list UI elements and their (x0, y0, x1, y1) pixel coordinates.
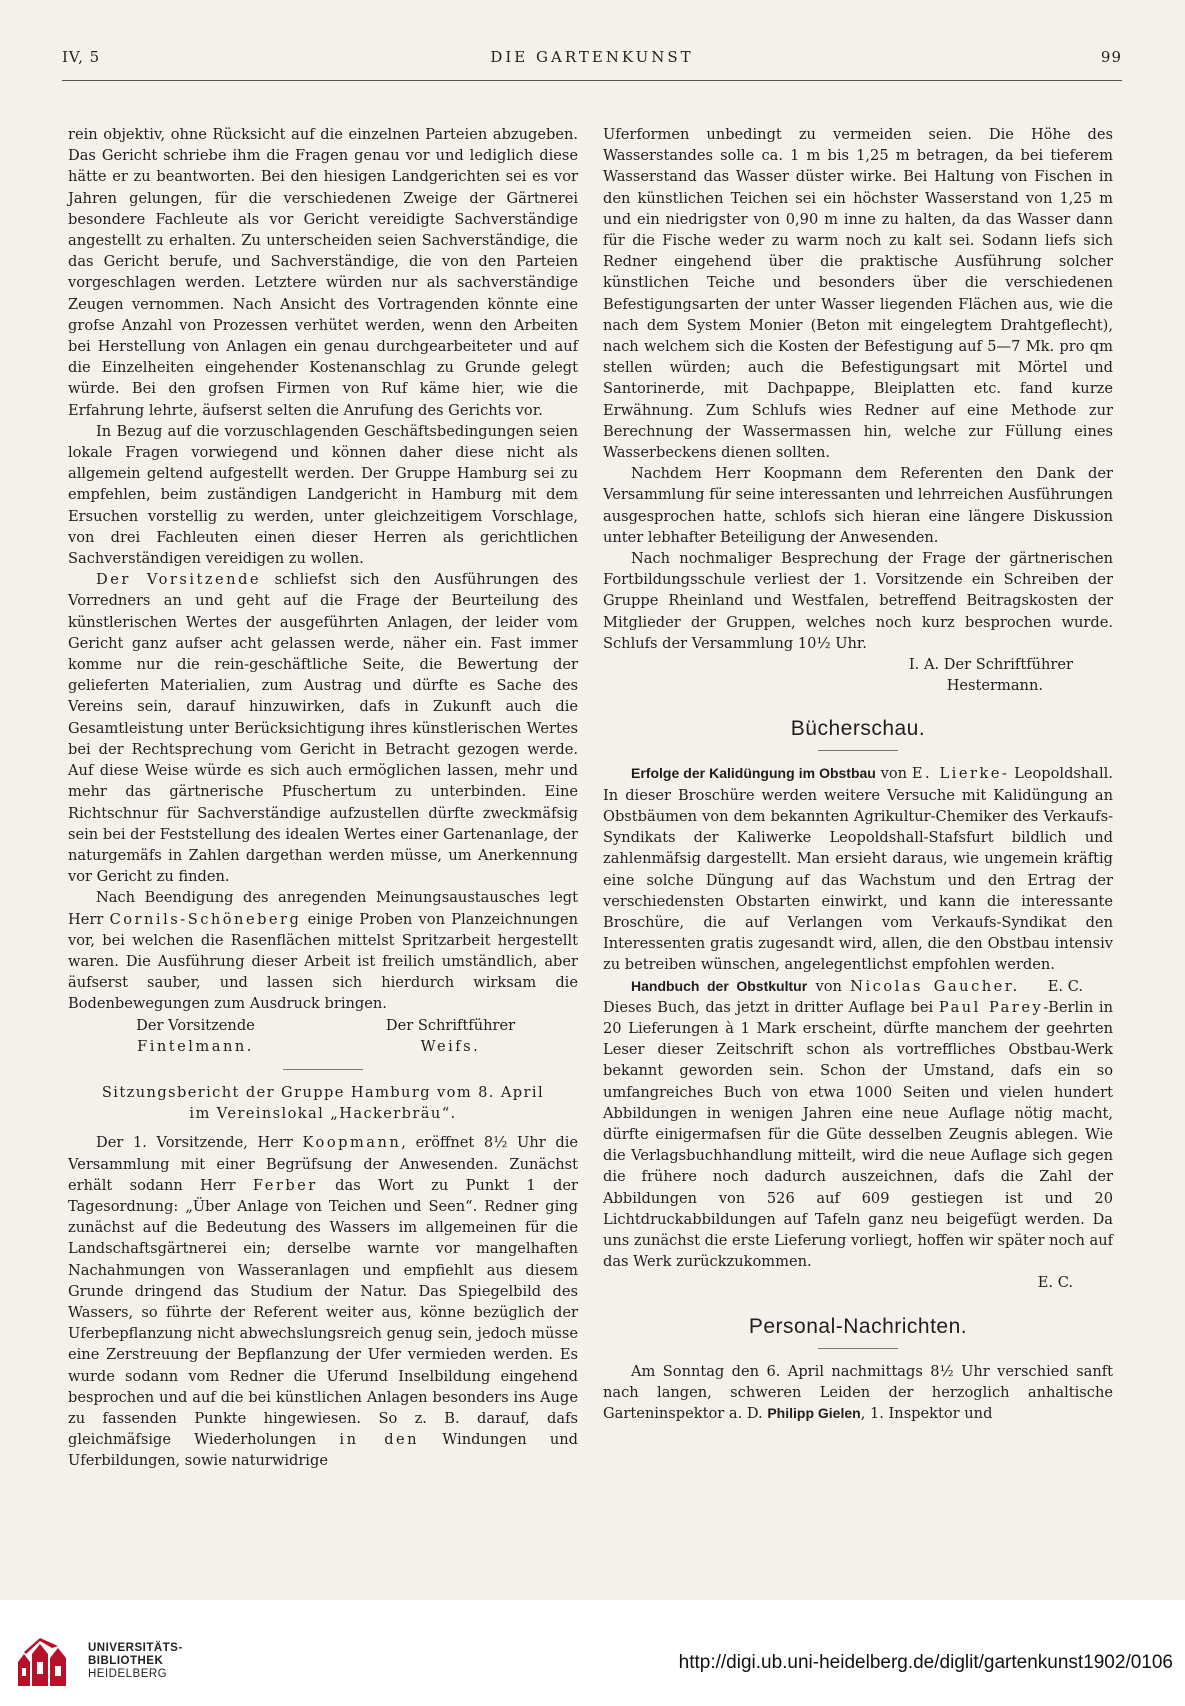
person-name: Koopmann (302, 1134, 402, 1152)
page-number: 99 (1100, 48, 1122, 66)
paragraph-text: Leopoldshall. In dieser Broschüre werden weitere Versuche mit Kalidüngung an Obstbäumen von dem bekannten Agrikultur-Chemiker des Verkaufs-Syndikats der Kaliwerke Leopoldshall-Stafsfurt bildlich und zahlenmäfsig dargestellt. Man ersieht daraus, wie ungemein kräftig eine solche Düngung auf das Wachstum und den Ertrag der verschiedensten Obstarten einwirkt, und kann die interessante Broschüre, die auf Verlangen vom Verkaufs-Syndikat den Interessenten gratis zugesandt wird, allen, die den Obstbau intensiv zu betreiben wünschen, angelegentlichst empfohlen werden. (603, 765, 1113, 974)
paragraph (68, 887, 578, 1014)
author-name: Nicolas Gaucher. (850, 977, 1020, 995)
review-signature: E. C. (1047, 977, 1083, 995)
spaced-text: in den (339, 1431, 420, 1449)
section-divider (818, 1348, 898, 1349)
paragraph (68, 1132, 578, 1471)
paragraph (603, 1361, 1113, 1425)
signature-name: Hestermann. (946, 677, 1043, 695)
person-name: Ferber (252, 1176, 318, 1194)
person-name: Philipp Gielen (767, 1404, 861, 1421)
paragraph-text: von (875, 765, 912, 783)
author-name: E. Lierke- (911, 765, 1010, 783)
paragraph-text: Nach Beendigung des anregenden Meinungsaustausches legt Herr (68, 889, 578, 928)
journal-title: DIE GARTENKUNST (490, 48, 694, 66)
signature-name-right: Weifs. (420, 1037, 481, 1055)
paragraph-text: einige Proben von Planzeichnungen vor, bei welchen die Rasenflächen mittelst Spritzarbeit hergestellt waren. Die Ausführung dieser Arbeit ist freilich umständlich, aber äufserst sauber, und lassen sich hierdurch wirksam die Bodenbewegungen zum Ausdruck bringen. (68, 910, 578, 1013)
paragraph (68, 569, 578, 887)
library-name (88, 1642, 183, 1681)
paragraph: Nach nochmaliger Besprechung der Frage der gärtnerischen Fortbildungsschule verliest der 1. Vorsitzende ein Schreiben der Gruppe Rheinland und Westfalen, betreffend Beitragskosten der Mitglieder der Gruppen, welches noch kurz besprochen wurde. Schlufs der Versammlung 10½ Uhr. (603, 550, 1113, 652)
paragraph-text: -Berlin in 20 Lieferungen à 1 Mark erscheint, dürfte manchem der geehrten Leser dieser Zeitschrift schon als vortreffliches Obstbau-Werk bekannt geworden sein. Schon der Umstand, dafs ein so umfangreiches Buch von etwa 1000 Seiten und vielen hundert Abbildungen in wenigen Jahren eine neue Auflage nötig macht, dürfte einigermafsen für die Güte desselben Zeugnis ablegen. Wie die Verlagsbuchhandlung mitteilt, wird die neue Auflage sich gegen die frühere noch dadurch auszeichnen, dafs die Zahl der Abbildungen von 526 auf 609 gestiegen ist und 20 Lichtdruckabbildungen auf Tafeln ganz neu beigefügt werden. Da uns zunächst die erste Lieferung vorliegt, hoffen wir später noch auf das Werk zurückzukommen. (603, 998, 1114, 1271)
library-name-line-3: HEIDELBERG (88, 1668, 168, 1680)
paragraph-text: schliefst sich den Ausführungen des Vorredners an und geht auf die Frage der Beurteilung des künstlerischen Wertes der ausgeführten Anlagen, der leider vom Gericht ganz aufser acht gelassen werde, näher ein. Fast immer komme nur die rein-geschäftliche Seite, die Bewertung der gelieferten Materialien, zum Austrag und dürfte es Sache des Vereins sein, darauf hinzuwirken, dafs in Zukunft auch die Gesamtleistung unter Berücksichtigung ihres künstlerischen Wertes bei der Rechtsprechung vom Gericht in Betracht gezogen werde. Auf diese Weise würde es sich auch ermöglichen lassen, mehr und mehr das gärtnerische Pfuschertum zu unterbinden. Eine Richtschnur für Sachverständige aufzustellen dürfte zweckmäfsig sein bei der Feststellung des idealen Wertes einer Gartenanlage, der naturgemäfs in Zahlen dargethan werden müsse, um Anerkennung vor Gericht zu finden. (68, 571, 578, 886)
section-heading-books: Bücherschau. (790, 717, 926, 741)
report-title-line-2: im Vereinslokal „Hackerbräu“. (189, 1105, 457, 1123)
paragraph: rein objektiv, ohne Rücksicht auf die einzelnen Parteien abzugeben. Das Gericht schriebe ihm die Fragen genau vor und lediglich diese hätte er zu beantworten. Bei den hiesigen Landgerichten sei es vor Jahren gelungen, für die verschiedenen Zweige der Gärtnerei besondere Fachleute als vor Gericht vereidigte Sachverständige angestellt zu erhalten. Zu unterscheiden seien Sachverständige, die das Gericht berufe, und Sachverständige, die von den Parteien vorgeschlagen werden. Letztere würden nur als sachverständige Zeugen vernommen. Nach Ansicht des Vortragenden könnte eine grofse Anzahl von Prozessen verhütet werden, wenn den Arbeiten bei Herstellung von Anlagen ein genau durchgearbeiteter und auf die Einzelheiten eingehender Kostenanschlag zu Grunde gelegt würde. Bei den grofsen Firmen von Ruf käme hier, wie die Erfahrung lehrte, äufserst selten die Anrufung des Gerichts vor. (68, 126, 578, 419)
header-rule (62, 80, 1122, 81)
signature-line: I. A. Der Schriftführer (908, 656, 1073, 674)
signature-role-right: Der Schriftführer (385, 1016, 516, 1034)
paragraph: Nachdem Herr Koopmann dem Referenten den Dank der Versammlung für seine interessanten und lehrreichen Ausführungen ausgesprochen hatte, schlofs sich hieran eine längere Diskussion unter lebhafter Beteiligung der Anwesenden. (603, 465, 1113, 546)
publisher-name: Paul Parey (938, 998, 1044, 1016)
section-divider (283, 1069, 363, 1070)
book-title: Erfolge der Kalidüngung im Obstbau (631, 765, 876, 782)
signature-names (68, 1036, 578, 1057)
volume-issue: IV, 5 (62, 48, 101, 66)
report-title-line-1: Sitzungsbericht der Gruppe Hamburg vom 8. April (101, 1083, 545, 1101)
right-column (603, 124, 1113, 1424)
book-review (603, 976, 1113, 1273)
signature-name-left: Fintelmann. (137, 1037, 254, 1055)
signature-roles (68, 1015, 578, 1036)
source-url-link[interactable]: http://digi.ub.uni-heidelberg.de/diglit/gartenkunst1902/0106 (678, 1652, 1173, 1673)
library-name-line-2: BIBLIOTHEK (88, 1655, 164, 1667)
section-divider (818, 750, 898, 751)
paragraph-text: Windungen und Uferbildungen, sowie naturwidrige (68, 1431, 578, 1470)
paragraph: Uferformen unbedingt zu vermeiden seien. Die Höhe des Wasserstandes solle ca. 1 m bis 1,25 m betragen, da bei tieferem Wasserstand das Wasser düster wirke. Bei Haltung von Fischen in den künstlichen Teichen sei ein höchster Wasserstand von 1,25 m und ein niedrigster von 0,90 m inne zu halten, da das Wasser dann für die Fische weder zu warm noch zu kalt sei. Sodann liefs sich Redner eingehend über die praktische Ausführung solcher künstlichen Teiche und besonders über die verschiedenen Befestigungsarten der unter Wasser liegenden Flächen aus, wie die nach dem System Monier (Beton mit eingelegtem Drahtgeflecht), nach welchem sich die Kosten der Befestigung auf 5—7 Mk. pro qm stellen würden; auch die Befestigungsart mit Mörtel und Santorinerde, mit Dachpappe, Bleiplatten etc. fand kurze Erwähnung. Zum Schlufs wies Redner auf eine Methode zur Berechnung der Wassermassen hin, welche zur Füllung eines Wasserbeckens dienen sollten. (603, 126, 1113, 462)
paragraph-text: das Wort zu Punkt 1 der Tagesordnung: „Über Anlage von Teichen und Seen“. Redner ging zunächst auf die Bedeutung des Wassers im allgemeinen für die Landschaftsgärtnerei ein; derselbe warnte vor mangelhaften Nachahmungen von Wasseranlagen und empfiehlt aus diesem Grunde dringend das Studium der Natur. Das Spiegelbild des Wassers, so führte der Referent weiter aus, könne bezüglich der Uferbepflanzung nicht abwechslungsreich genug sein, jedoch müsse eine Zerstreuung der Bepflanzung der Ufer vermieden werden. Es wurde sodann vom Redner die Uferund Inselbildung eingehend besprochen und auf die bei künstlichen Anlagen besonders ins Auge zu fassenden Punkte hingewiesen. So z. B. darauf, dafs gleichmäfsige Wiederholungen (68, 1176, 578, 1449)
review-signature: E. C. (1037, 1274, 1073, 1292)
paragraph-text: , eröffnet 8½ Uhr die Versammlung mit einer Begrüfsung der Anwesenden. Zunächst erhält sodann Herr (68, 1134, 578, 1194)
library-name-line-1: UNIVERSITÄTS- (88, 1642, 183, 1654)
signature-role-left: Der Vorsitzende (136, 1016, 255, 1034)
book-title: Handbuch der Obstkultur (631, 977, 808, 994)
paragraph-text: von (807, 977, 851, 995)
paragraph-text: Der 1. Vorsitzende, Herr (96, 1134, 303, 1152)
paragraph-text: , 1. Inspektor und (860, 1404, 993, 1422)
section-heading-personal: Personal-Nachrichten. (748, 1314, 968, 1338)
person-name: Cornils-Schöneberg (109, 910, 302, 928)
paragraph-text: Am Sonntag den 6. April nachmittags 8½ Uhr verschied sanft nach langen, schweren Leiden der herzoglich anhaltische Garteninspektor a. D. (603, 1362, 1113, 1422)
paragraph: In Bezug auf die vorzuschlagenden Geschäftsbedingungen seien lokale Fragen vorwiegend und können daher diese nicht als allgemein geltend aufgestellt werden. Der Gruppe Hamburg sei zu empfehlen, beim zuständigen Landgericht in Hamburg mit dem Ersuchen vorstellig zu werden, unter gleichzeitigem Vorschlage, von drei Fachleuten einen dieser Herren als gerichtlichen Sachverständigen vereidigen zu wollen. (68, 422, 578, 568)
speaker-name: Der Vorsitzende (96, 571, 262, 589)
left-column (68, 124, 578, 1472)
paragraph-text: Dieses Buch, das jetzt in dritter Auflage bei (603, 998, 939, 1016)
library-footer (0, 1600, 1185, 1706)
running-header (62, 48, 1122, 72)
university-library-logo-icon (14, 1632, 74, 1692)
